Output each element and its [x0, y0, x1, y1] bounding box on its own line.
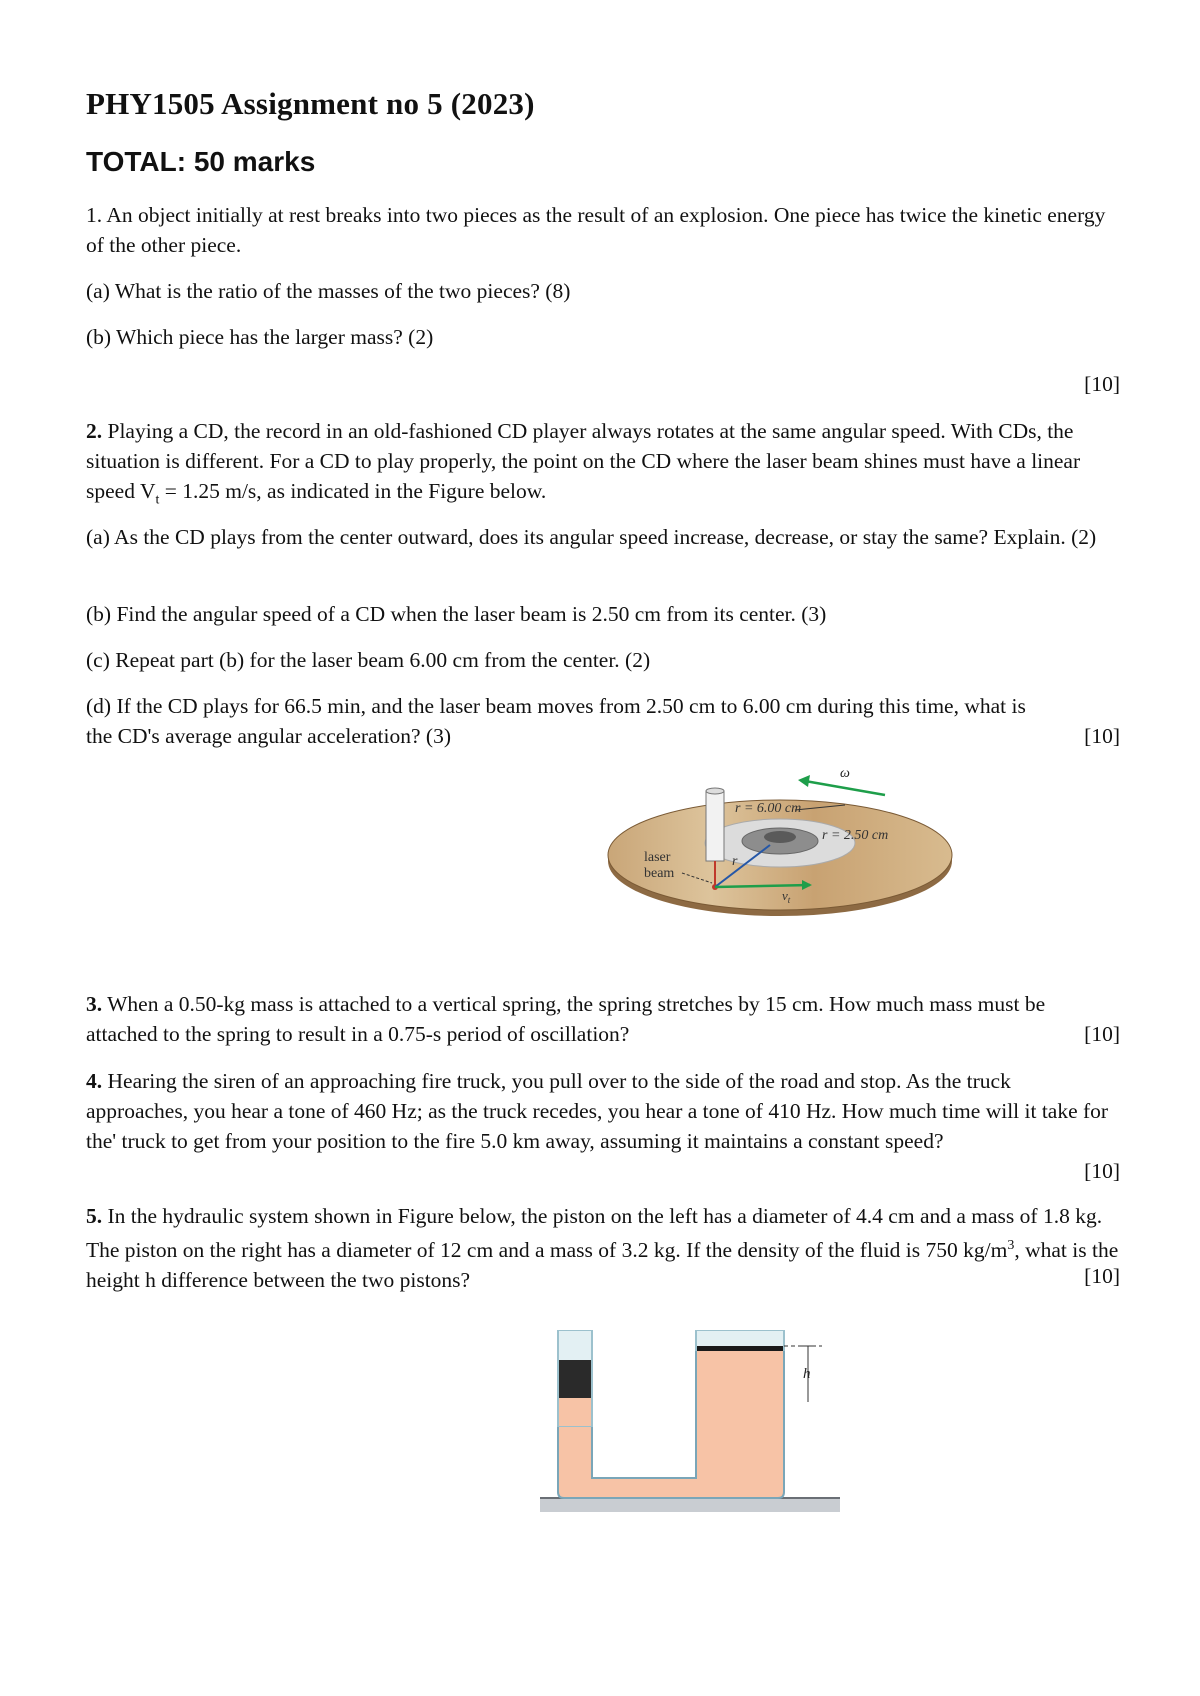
laser-label-1: laser [644, 850, 671, 865]
question-3-number: 3. [86, 992, 103, 1016]
question-1-marks: [10] [1084, 372, 1120, 396]
question-4-body: Hearing the siren of an approaching fire truck, you pull over to the side of the road and stop. As the truck approaches, you hear a tone of 460 Hz; as the truck recedes, you hear a tone of 410 Hz. How much time will it take for the' truck to get from your position to the fire 5.0 km away, assuming it maintains a constant speed? [86, 1069, 1109, 1153]
question-1-number: 1 [86, 203, 97, 227]
question-2-body: Playing a CD, the record in an old-fashioned CD player always rotates at the same angular speed. With CDs, the situation is different. For a CD to play properly, the point on the CD where the laser beam shines must have a linear speed V [86, 419, 1081, 503]
question-1-text [86, 200, 1116, 260]
page-title: PHY1505 Assignment no 5 (2023) [86, 86, 535, 121]
laser-unit [706, 791, 724, 861]
question-1b: (b) Which piece has the larger mass? (2) [86, 325, 434, 349]
omega-arrowhead [798, 775, 810, 787]
question-2d: (d) If the CD plays for 66.5 min, and the laser beam moves from 2.50 cm to 6.00 cm during this time, what is the CD's average angular acceleration? (3) [86, 694, 1026, 748]
omega-label: ω [840, 766, 850, 781]
omega-arrow [805, 781, 885, 795]
question-3-text [86, 989, 1086, 1049]
question-5-marks: [10] [1084, 1264, 1120, 1288]
laser-label-2: beam [644, 866, 675, 881]
question-2-body-end: = 1.25 m/s, as indicated in the Figure below. [159, 479, 547, 503]
question-2c: (c) Repeat part (b) for the laser beam 6.00 cm from the center. (2) [86, 648, 651, 672]
question-1a: (a) What is the ratio of the masses of the two pieces? (8) [86, 279, 571, 303]
question-3-marks: [10] [1084, 1022, 1120, 1046]
h-label: h [803, 1366, 811, 1382]
cd-player-figure [600, 765, 960, 925]
question-5-body: In the hydraulic system shown in Figure below, the piston on the left has a diameter of 4.4 cm and a mass of 1.8 kg. The piston on the right has a diameter of 12 cm and a mass of 3.2 kg. If the density of the fluid is 750 kg/m [86, 1204, 1103, 1263]
question-4-number: 4. [86, 1069, 103, 1093]
ground-plate [540, 1498, 840, 1512]
question-2a: (a) As the CD plays from the center outward, does its angular speed increase, decrease, or stay the same? Explain. (2) [86, 525, 1097, 549]
question-5-body-end: , what is the height h difference between the two pistons? [86, 1238, 1119, 1293]
vt-subscript: t [155, 492, 160, 508]
question-2-marks: [10] [1084, 724, 1120, 748]
r-vector-label: r [732, 854, 738, 869]
left-piston [559, 1360, 591, 1398]
question-3-body: When a 0.50-kg mass is attached to a vertical spring, the spring stretches by 15 cm. How much mass must be attached to the spring to result in a 0.75-s period of oscillation? [86, 992, 1046, 1046]
question-2b: (b) Find the angular speed of a CD when the laser beam is 2.50 cm from its center. (3) [86, 602, 827, 626]
cd-spindle [764, 831, 796, 843]
question-5-number: 5. [86, 1204, 103, 1228]
right-piston [697, 1346, 783, 1351]
inner-radius-label: r = 2.50 cm [822, 828, 889, 843]
left-fluid-column [559, 1398, 591, 1426]
cubic-superscript: 3 [1007, 1238, 1015, 1253]
hydraulic-figure [540, 1330, 840, 1520]
question-5-text [86, 1201, 1121, 1295]
question-1-body: . An object initially at rest breaks into two pieces as the result of an explosion. One piece has twice the kinetic energy of the other piece. [86, 203, 1106, 257]
vt-label: $v_t$ [782, 888, 791, 905]
laser-unit-top [706, 788, 724, 794]
question-4-text [86, 1066, 1116, 1156]
outer-radius-label: r = 6.00 cm [735, 801, 802, 816]
total-marks: TOTAL: 50 marks [86, 146, 316, 177]
question-2-text [86, 416, 1116, 515]
question-4-marks: [10] [1084, 1159, 1120, 1183]
question-2-number: 2. [86, 419, 103, 443]
